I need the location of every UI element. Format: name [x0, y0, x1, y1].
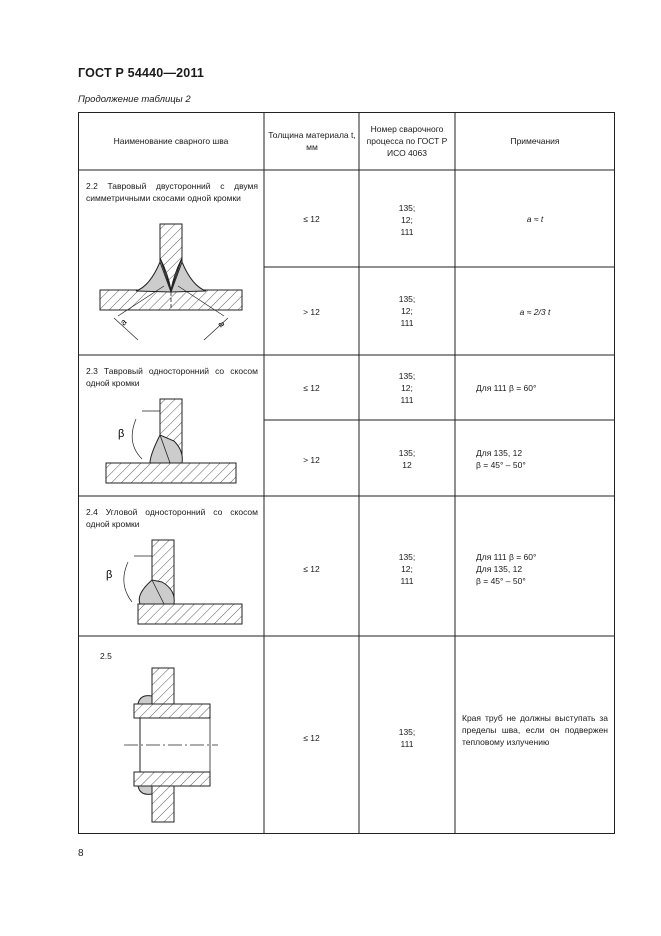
- angle-label-beta: β: [118, 428, 125, 440]
- column-header-process: Номер сварочного процесса по ГОСТ Р ИСО 4063: [366, 124, 448, 158]
- note-text: Для 111 β = 60°: [476, 383, 537, 393]
- single-bevel-corner-joint-sketch: [78, 532, 264, 632]
- document-title: ГОСТ Р 54440—2011: [78, 66, 205, 80]
- page-number: 8: [78, 848, 84, 859]
- thickness-value: ≤ 12: [303, 214, 320, 224]
- table-caption: Продолжение таблицы 2: [78, 94, 191, 105]
- dimension-label-a: a: [117, 317, 129, 328]
- process-numbers: 135; 12; 111: [398, 294, 416, 328]
- column-header-name: Наименование сварного шва: [113, 136, 229, 146]
- angle-label-beta: β: [106, 569, 113, 581]
- thickness-value: ≤ 12: [303, 564, 320, 574]
- thickness-value: ≤ 12: [303, 733, 320, 743]
- row-description: 2.5: [100, 651, 112, 661]
- note-text: a ≈ t: [526, 214, 544, 224]
- process-numbers: 135; 12: [398, 448, 416, 470]
- column-header-thickness: Толщина материала t, мм: [268, 130, 356, 152]
- row-description: 2.2 Тавровый двусторонний с двумя симметричными скосами одной кромки: [86, 181, 258, 203]
- note-text: a ≈ 2/3 t: [519, 307, 551, 317]
- thickness-value: > 12: [303, 307, 320, 317]
- weld-table: [78, 112, 615, 834]
- double-bevel-t-joint-sketch: [78, 212, 264, 352]
- process-numbers: 135; 12; 111: [398, 203, 416, 237]
- thickness-value: > 12: [303, 455, 320, 465]
- column-header-notes: Примечания: [510, 136, 560, 146]
- dimension-label-a: a: [216, 318, 228, 330]
- row-description: 2.4 Угловой односторонний со скосом одной кромки: [86, 507, 258, 529]
- note-text: Для 135, 12 β = 45° – 50°: [476, 448, 526, 470]
- thickness-value: ≤ 12: [303, 383, 320, 393]
- process-numbers: 135; 111: [398, 727, 416, 749]
- row-description: 2.3 Тавровый односторонний со скосом одной кромки: [86, 366, 258, 388]
- pipe-flange-joint-sketch: [78, 660, 264, 830]
- process-numbers: 135; 12; 111: [398, 371, 416, 405]
- process-numbers: 135; 12; 111: [398, 552, 416, 586]
- note-text: Края труб не должны выступать за пределы шва, если он подвержен тепловому излучению: [462, 713, 608, 747]
- note-text: Для 111 β = 60° Для 135, 12 β = 45° – 50°: [476, 552, 537, 586]
- single-bevel-t-joint-sketch: [78, 397, 264, 492]
